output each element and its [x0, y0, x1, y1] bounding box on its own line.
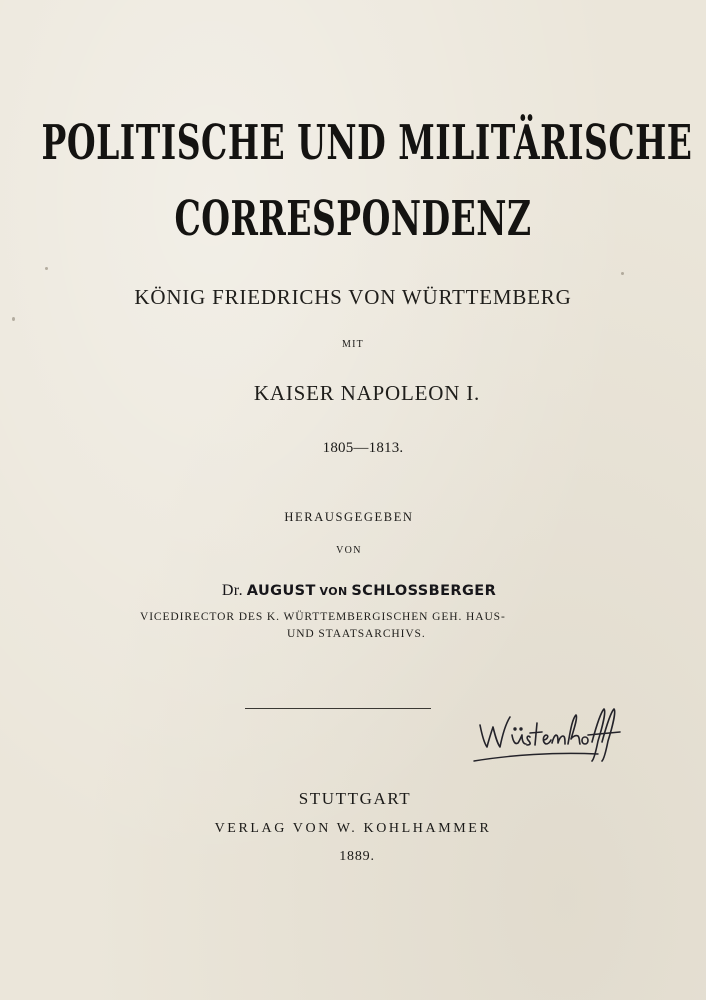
paper-speck [12, 317, 15, 321]
paper-speck [621, 272, 624, 275]
book-title-line-2: CORRESPONDENZ [174, 190, 532, 247]
publication-place: STUTTGART [298, 789, 412, 808]
editor-name [6, 582, 706, 600]
by-label: VON [336, 545, 362, 556]
date-range: 1805—1813. [322, 440, 404, 456]
subtitle-connector: MIT [342, 339, 364, 350]
subtitle-emperor: KAISER NAPOLEON I. [253, 381, 481, 405]
editor-particle: VON [319, 585, 348, 598]
editor-title-prefix: Dr. [221, 582, 244, 599]
book-title-line-1: POLITISCHE UND MILITÄRISCHE [41, 114, 693, 171]
handwritten-signature [460, 695, 630, 775]
edited-by-label: HERAUSGEGEBEN [284, 510, 414, 524]
editor-affiliation-line-1: VICEDIRECTOR DES K. WÜRTTEMBERGISCHEN GEH. HAUS- [140, 611, 506, 623]
separator-rule [245, 708, 431, 709]
paper-speck [45, 267, 48, 270]
editor-first-name: AUGUST [246, 583, 316, 599]
publication-year: 1889. [339, 849, 375, 864]
editor-affiliation-line-2: UND STAATSARCHIVS. [287, 628, 426, 640]
editor-surname: SCHLOSSBERGER [351, 583, 497, 599]
publisher: VERLAG VON W. KOHLHAMMER [214, 821, 492, 836]
subtitle-king: KÖNIG FRIEDRICHS VON WÜRTTEMBERG [134, 285, 572, 309]
